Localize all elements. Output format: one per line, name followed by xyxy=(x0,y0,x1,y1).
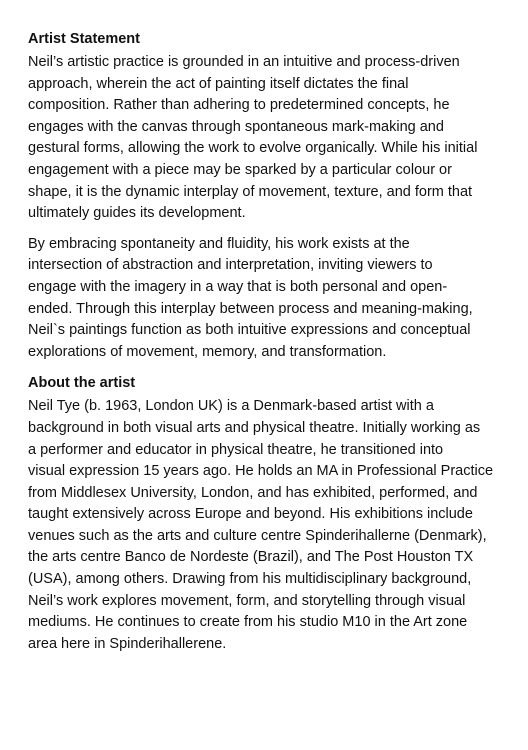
about-the-artist-heading: About the artist xyxy=(28,375,136,392)
text-line: the arts centre Banco de Nordeste (Brazil), and The Post Houston TX xyxy=(28,549,474,566)
text-line: engagement with a piece may be sparked by a particular colour or xyxy=(28,161,452,178)
artist-statement-paragraph-1 xyxy=(28,52,506,225)
text-line: engage with the imagery in a way that is both personal and open- xyxy=(28,278,448,295)
text-line: a performer and educator in physical theatre, he transitioned into xyxy=(28,441,444,458)
text-line: venues such as the arts and culture centre Spinderihallerne (Denmark), xyxy=(28,527,487,544)
text-line: explorations of movement, memory, and transformation. xyxy=(28,343,387,360)
text-line: engages with the canvas through spontaneous mark-making and xyxy=(28,118,444,135)
text-line: background in both visual arts and physical theatre. Initially working as xyxy=(28,419,481,436)
text-line: ended. Through this interplay between process and meaning-making, xyxy=(28,300,473,317)
text-line: approach, wherein the act of painting itself dictates the final xyxy=(28,75,409,92)
artist-statement-heading: Artist Statement xyxy=(28,31,140,47)
text-line: Neil’s work explores movement, form, and storytelling through visual xyxy=(28,592,466,609)
text-line: taught extensively across Europe and beyond. His exhibitions include xyxy=(28,506,473,523)
text-line: Neil’s artistic practice is grounded in an intuitive and process-driven xyxy=(28,54,460,70)
text-line: from Middlesex University, London, and has exhibited, performed, and xyxy=(28,484,478,501)
artist-statement-paragraph-2 xyxy=(28,234,506,364)
text-line: By embracing spontaneity and fluidity, his work exists at the xyxy=(28,235,410,252)
text-line: area here in Spinderihallerene. xyxy=(28,635,227,652)
text-line: mediums. He continues to create from his studio M10 in the Art zone xyxy=(28,614,468,631)
text-line: composition. Rather than adhering to predetermined concepts, he xyxy=(28,97,450,114)
text-line: intersection of abstraction and interpretation, inviting viewers to xyxy=(28,257,433,274)
text-line: (USA), among others. Drawing from his multidisciplinary background, xyxy=(28,571,472,588)
text-line: ultimately guides its development. xyxy=(28,205,246,222)
text-line: gestural forms, allowing the work to evolve organically. While his initial xyxy=(28,140,478,157)
about-the-artist-paragraph xyxy=(28,396,506,655)
text-line: visual expression 15 years ago. He holds an MA in Professional Practice xyxy=(28,463,494,480)
document-page xyxy=(28,28,506,664)
text-line: shape, it is the dynamic interplay of movement, texture, and form that xyxy=(28,183,473,200)
text-line: Neil Tye (b. 1963, London UK) is a Denmark-based artist with a xyxy=(28,398,434,415)
text-line: Neil`s paintings function as both intuitive expressions and conceptual xyxy=(28,322,471,339)
